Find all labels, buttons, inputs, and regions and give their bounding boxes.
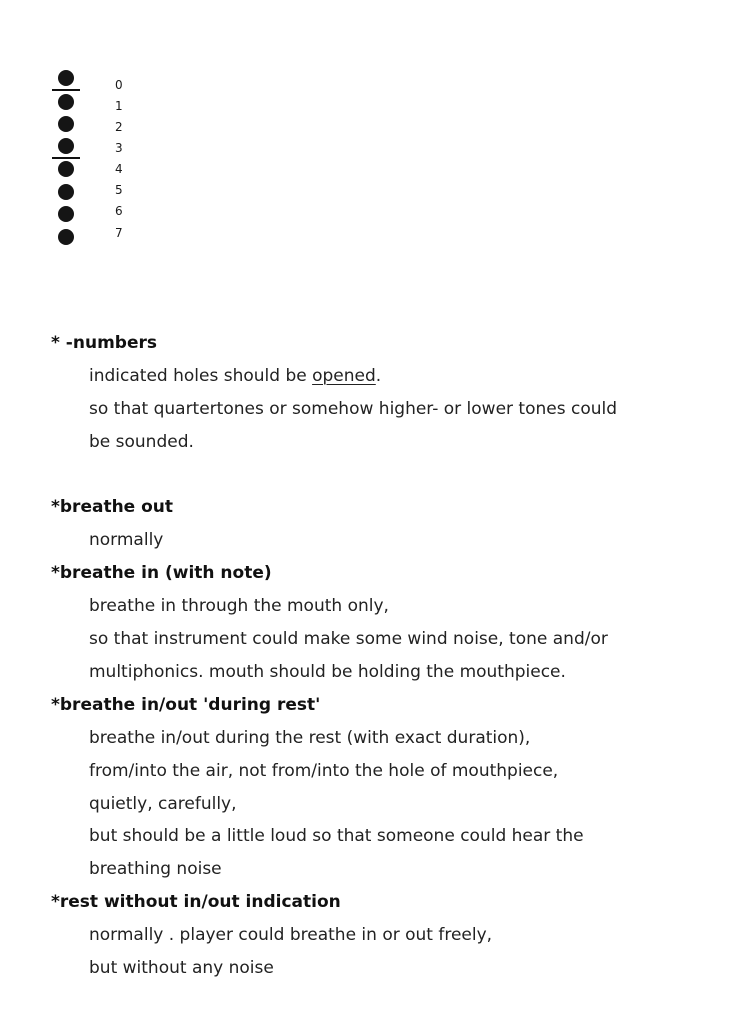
- note-line: normally . player could breathe in or out freely,: [89, 925, 493, 945]
- note-line: so that quartertones or somehow higher- or lower tones could: [89, 399, 618, 419]
- note-text: indicated holes should be: [89, 366, 313, 386]
- section-heading-numbers: * -numbers: [51, 333, 157, 353]
- hole-number: 5: [115, 183, 123, 197]
- note-line: but without any noise: [89, 958, 274, 978]
- note-line: [89, 364, 381, 388]
- note-line: so that instrument could make some wind noise, tone and/or: [89, 629, 608, 649]
- note-line: quietly, carefully,: [89, 794, 237, 814]
- hole-number: 3: [115, 141, 123, 155]
- section-heading-rest-without: *rest without in/out indication: [51, 892, 341, 912]
- hole-number: 4: [115, 162, 123, 176]
- note-line: from/into the air, not from/into the hole of mouthpiece,: [89, 761, 559, 781]
- note-line: breathing noise: [89, 859, 222, 879]
- hole-number: 2: [115, 120, 123, 134]
- hole-number: 0: [115, 78, 123, 92]
- hole-number: 6: [115, 204, 123, 218]
- section-heading-breathe-out: *breathe out: [51, 497, 174, 517]
- note-line: normally: [89, 530, 164, 550]
- note-line: multiphonics. mouth should be holding the mouthpiece.: [89, 662, 566, 682]
- note-line: be sounded.: [89, 432, 194, 452]
- section-heading-breathe-in: *breathe in (with note): [51, 563, 272, 583]
- section-heading-breathe-rest: *breathe in/out 'during rest': [51, 695, 321, 715]
- hole-number: 7: [115, 226, 123, 240]
- note-line: breathe in/out during the rest (with exact duration),: [89, 728, 531, 748]
- hole-number: 1: [115, 99, 123, 113]
- note-line: breathe in through the mouth only,: [89, 596, 389, 616]
- note-text: .: [375, 366, 382, 386]
- note-line: but should be a little loud so that someone could hear the: [89, 826, 584, 846]
- underlined-word: opened: [312, 366, 376, 386]
